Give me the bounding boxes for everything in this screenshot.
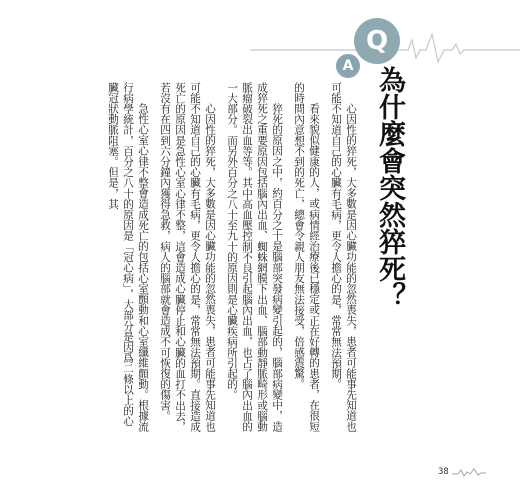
paragraph: 猝死的原因之中，約百分之十是腦部突發病變引起的，腦部病變中，造成猝死之重要原因包括腦內出血、蜘蛛網膜下出血、腦部動靜脈畸形或腦動脈瘤破裂出血等等。其中高血壓控制不良引起腦內出血，也占了腦內出血的一大部分。而另外百分之八十至九十的原因則是心臟疾病所引起的。 — [226, 82, 283, 432]
page-number: 38 — [438, 467, 449, 477]
paragraph: 看來貌似健康的人，或病情經治療後已穩定或正在好轉的患者，在很短的時間內意想不到的死亡，總會令親人朋友無法接受，倍感震驚。 — [293, 82, 320, 432]
page-title: 為什麼會突然猝死？ — [374, 66, 405, 309]
answer-badge-label: A — [342, 58, 354, 74]
paragraph: 急性心室心律不整會造成死亡的包括心室顫動和心室纖維顫動。根據流行病學統計，百分之八十的原因是「冠心病」，大部分是因爲二條以上的心臟冠狀動脈阻塞。但是，其 — [107, 82, 149, 432]
wave-icon — [452, 466, 486, 478]
question-badge — [354, 18, 400, 64]
question-badge-label: Q — [365, 26, 389, 56]
article-body — [107, 82, 358, 434]
paragraph: 心因性的猝死，大多數是因心臟功能的忽然喪失，患者可能事先知道也可能不知道自己的心臟有毛病，更令人擔心的是，常常無法預期。 — [330, 82, 357, 432]
paragraph: 心因性的猝死，大多數是因心臟功能的忽然喪失，患者可能事先知道也可能不知道自己的心臟有毛病，更令人擔心的是，常常無法預期。直接造成死亡的原因是急性心室心律不整，這會造成心臟停止和心臟的血打不出去，若沒有在四到六分鐘內獲得急救，病人的腦部就會造成不可恢復的傷害。 — [159, 82, 216, 432]
answer-badge — [336, 54, 360, 78]
